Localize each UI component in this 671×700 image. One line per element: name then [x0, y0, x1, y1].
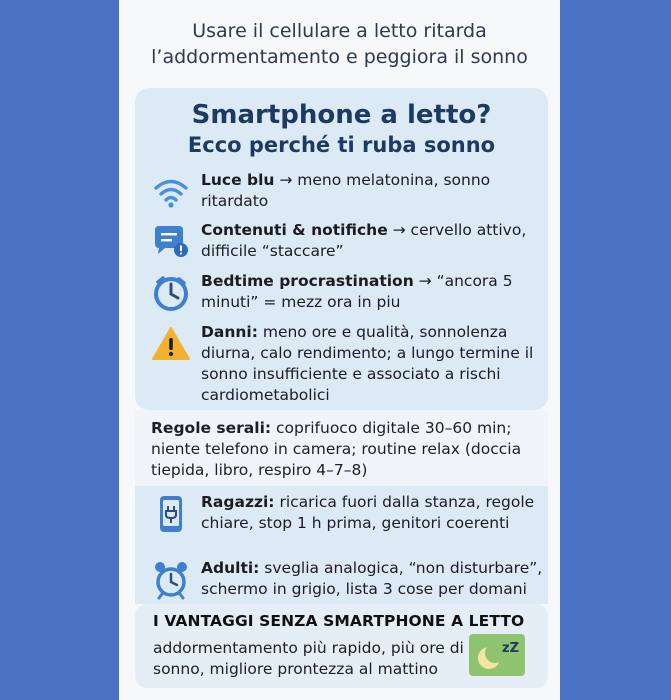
evening-rules: Regole serali: coprifuoco digitale 30–60 min; niente telefono in camera; routine relax (doccia tiepida, libro, respiro 4–7–8)	[135, 410, 548, 486]
card-title	[135, 99, 548, 159]
headline-line-1: Usare il cellulare a letto ritarda	[192, 20, 487, 42]
info-card	[135, 88, 548, 410]
card-title-main: Smartphone a letto?	[191, 100, 492, 130]
item-text: Danni: meno ore e qualità, sonnolenza diurna, calo rendimento; a lungo termine il sonno insufficiente e associato a rischi cardiometabolici	[201, 323, 534, 404]
benefits-title: I VANTAGGI SENZA SMARTPHONE A LETTO	[153, 612, 525, 630]
benefits-text: addormentamento più rapido, più ore di sonno, migliore prontezza al mattino	[153, 639, 464, 678]
item-text: Luce blu → meno melatonina, sonno ritardato	[201, 171, 491, 210]
zz-text: zZ	[502, 641, 519, 656]
clock-icon	[151, 273, 191, 313]
infographic-page	[119, 0, 560, 700]
chat-notification-icon	[151, 222, 191, 262]
item-text: Ragazzi: ricarica fuori dalla stanza, regole chiare, stop 1 h prima, genitori coerenti	[201, 493, 535, 532]
headline-line-2: l’addormentamento e peggiora il sonno	[151, 46, 528, 68]
card-subtitle: Ecco perché ti ruba sonno	[187, 133, 496, 157]
groups-card	[135, 486, 548, 604]
benefits-box	[135, 604, 548, 688]
item-text: Bedtime procrastination → “ancora 5 minuti” = mezz ora in piu	[201, 272, 513, 311]
item-text: Contenuti & notifiche → cervello attivo, difficile “staccare”	[201, 221, 527, 260]
warning-icon	[151, 324, 191, 364]
alarm-clock-icon	[151, 560, 191, 600]
item-text: Adulti: sveglia analogica, “non disturbare”, schermo in grigio, lista 3 cose per domani	[201, 559, 543, 598]
phone-charging-icon	[151, 494, 191, 534]
headline	[119, 18, 560, 70]
moon-sleep-icon	[469, 634, 525, 676]
wifi-icon	[151, 172, 191, 212]
